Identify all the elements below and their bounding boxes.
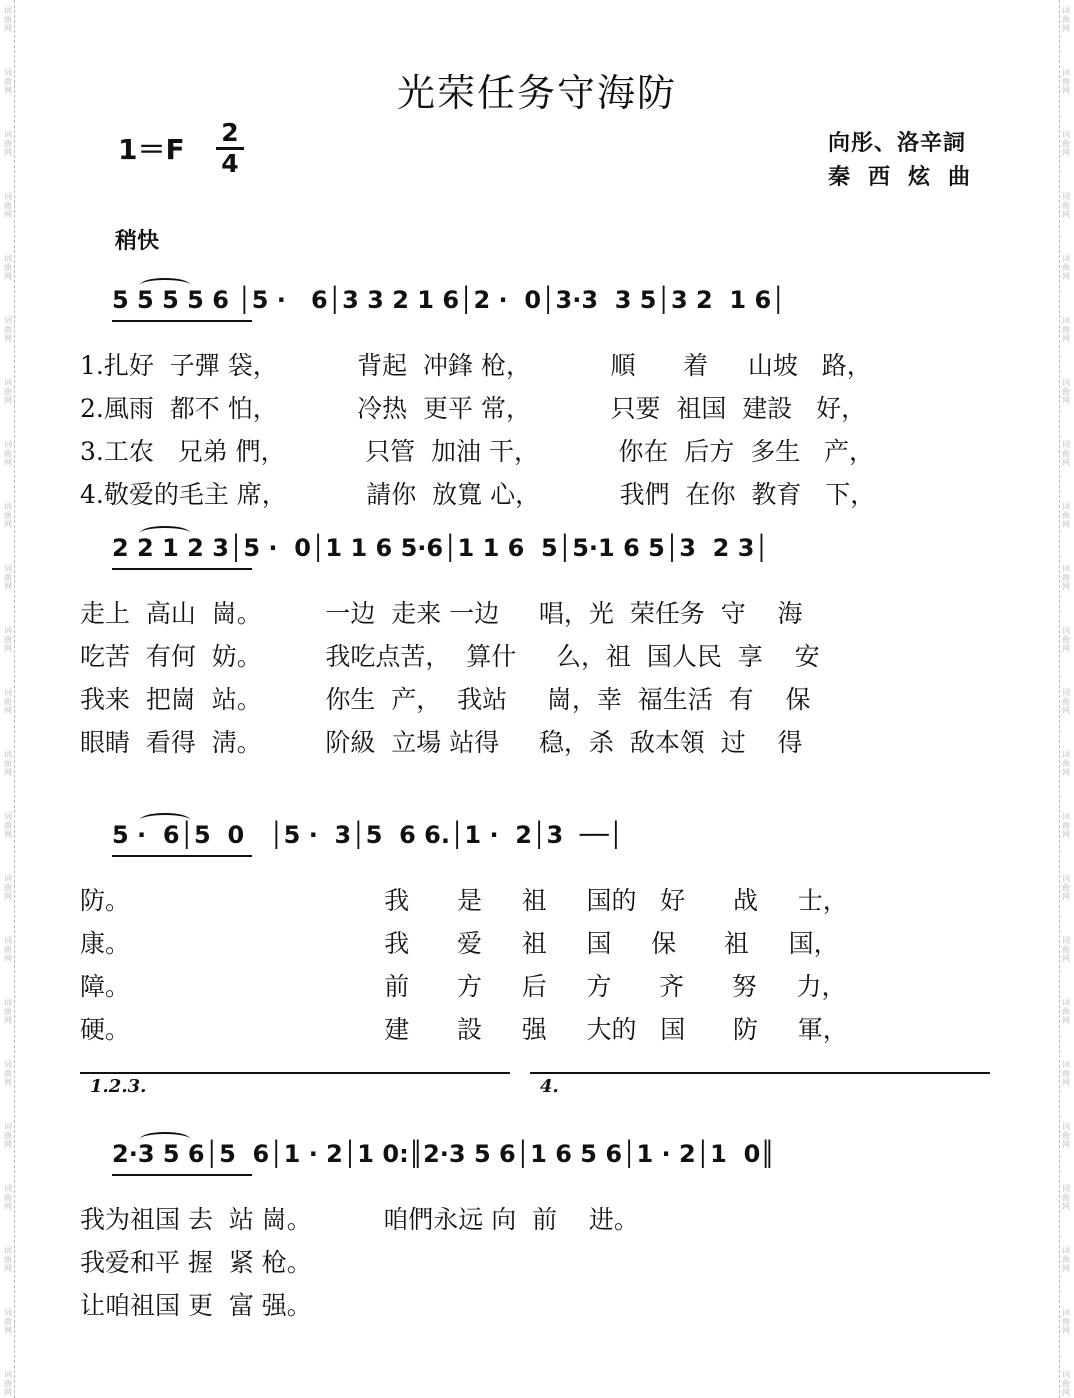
notation-line: 5 5 5 5 6 │5 · 6│3 3 2 1 6│2 · 0│3·3 3 5│3 2 1 6│: [112, 286, 786, 314]
watermark-text: 词 曲 网: [4, 564, 12, 591]
watermark-text: 词 曲 网: [1062, 626, 1070, 653]
watermark-text: 词 曲 网: [1062, 812, 1070, 839]
watermark-text: 词 曲 网: [4, 750, 12, 777]
lyric-line: 让咱祖国 更 富 强。: [80, 1291, 312, 1320]
lyric-line: 我来 把崗 站。 你生 产， 我站 崗，幸 福生活 有 保: [80, 685, 811, 714]
watermark-text: 词 曲 网: [4, 1060, 12, 1087]
time-bottom: 4: [221, 149, 239, 178]
watermark-text: 词 曲 网: [1062, 936, 1070, 963]
lyric-line: 1.扎好 子彈 袋， 背起 冲鋒 枪， 順 着 山坡 路，: [80, 351, 872, 380]
composer-credit: 秦西炫曲: [828, 164, 989, 190]
watermark-text: 词 曲 网: [4, 378, 12, 405]
watermark-text: 词 曲 网: [1062, 688, 1070, 715]
time-signature: [216, 120, 244, 177]
watermark-text: 词 曲 网: [4, 1184, 12, 1211]
volta-first-ending: 1.2.3.: [90, 1076, 147, 1097]
watermark-text: 词 曲 网: [1062, 68, 1070, 95]
lyric-line: 硬。 建 設 强 大的 国 防 軍，: [80, 1015, 848, 1044]
watermark-text: 词 曲 网: [4, 874, 12, 901]
watermark-text: 词 曲 网: [1062, 1246, 1070, 1273]
lyric-line: 吃苦 有何 妨。 我吃点苦， 算什 么，祖 国人民 享 安: [80, 642, 820, 671]
lyric-line: 防。 我 是 祖 国的 好 战 士，: [80, 886, 848, 915]
watermark-text: 词 曲 网: [4, 1246, 12, 1273]
key-signature: 1＝F: [118, 133, 185, 166]
watermark-text: 词 曲 网: [4, 1370, 12, 1397]
watermark-text: 词 曲 网: [4, 192, 12, 219]
lyricist-credit: 向彤、洛辛詞: [828, 130, 967, 156]
watermark-text: 词 曲 网: [1062, 130, 1070, 157]
watermark-text: 词 曲 网: [4, 812, 12, 839]
song-title: 光荣任务守海防: [396, 71, 677, 115]
watermark-text: 词 曲 网: [4, 626, 12, 653]
watermark-text: 词 曲 网: [1062, 750, 1070, 777]
watermark-text: 词 曲 网: [1062, 254, 1070, 281]
watermark-text: 词 曲 网: [4, 998, 12, 1025]
watermark-text: 词 曲 网: [1062, 1370, 1070, 1397]
watermark-text: 词 曲 网: [4, 254, 12, 281]
notation-line: 5 · 6│5 0 │5 · 3│5 6 6.│1 · 2│3 ──│: [112, 821, 624, 849]
volta-second-ending: 4.: [540, 1076, 559, 1097]
time-top: 2: [221, 118, 239, 147]
lyric-line: 眼睛 看得 淸。 阶級 立場 站得 稳，杀 敌本領 过 得: [80, 728, 803, 757]
watermark-text: 词 曲 网: [4, 6, 12, 33]
lyric-line: 4.敬爱的毛主 席， 請你 放寬 心， 我們 在你 教育 下，: [80, 480, 876, 509]
watermark-text: 词 曲 网: [1062, 1060, 1070, 1087]
watermark-text: 词 曲 网: [4, 68, 12, 95]
lyric-line: 障。 前 方 后 方 齐 努 力，: [80, 972, 847, 1001]
tempo-marking: 稍快: [115, 228, 160, 254]
watermark-text: 词 曲 网: [4, 440, 12, 467]
notation-line: 2 2 1 2 3│5 · 0│1 1 6 5·6│1 1 6 5│5·1 6 5│3 2 3│: [112, 534, 769, 562]
lyric-line: 走上 高山 崗。 一边 走来 一边 唱，光 荣任务 守 海: [80, 599, 803, 628]
lyric-line: 3.工农 兄弟 們， 只管 加油 干， 你在 后方 多生 产，: [80, 437, 875, 466]
watermark-text: 词 曲 网: [4, 688, 12, 715]
watermark-text: 词 曲 网: [1062, 6, 1070, 33]
watermark-text: 词 曲 网: [1062, 1184, 1070, 1211]
watermark-text: 词 曲 网: [1062, 1308, 1070, 1335]
watermark-text: 词 曲 网: [1062, 502, 1070, 529]
lyric-line: 我为祖国 去 站 崗。 咱們永远 向 前 进。: [80, 1205, 639, 1234]
watermark-text: 词 曲 网: [1062, 998, 1070, 1025]
watermark-text: 词 曲 网: [1062, 874, 1070, 901]
watermark-text: 词 曲 网: [4, 1122, 12, 1149]
watermark-text: 词 曲 网: [4, 130, 12, 157]
lyric-line: 我爱和平 握 紧 枪。: [80, 1248, 312, 1277]
watermark-text: 词 曲 网: [4, 1308, 12, 1335]
watermark-text: 词 曲 网: [1062, 440, 1070, 467]
lyric-line: 2.風雨 都不 怕， 冷热 更平 常， 只要 祖国 建設 好，: [80, 394, 867, 423]
notation-line: 2·3 5 6│5 6│1 · 2│1 0:║2·3 5 6│1 6 5 6│1 · 2│1 0║: [112, 1140, 775, 1168]
watermark-text: 词 曲 网: [1062, 564, 1070, 591]
lyric-line: 康。 我 爱 祖 国 保 祖 国，: [80, 929, 839, 958]
watermark-text: 词 曲 网: [4, 936, 12, 963]
watermark-text: 词 曲 网: [4, 316, 12, 343]
watermark-text: 词 曲 网: [4, 502, 12, 529]
watermark-text: 词 曲 网: [1062, 316, 1070, 343]
watermark-text: 词 曲 网: [1062, 192, 1070, 219]
watermark-text: 词 曲 网: [1062, 378, 1070, 405]
watermark-text: 词 曲 网: [1062, 1122, 1070, 1149]
